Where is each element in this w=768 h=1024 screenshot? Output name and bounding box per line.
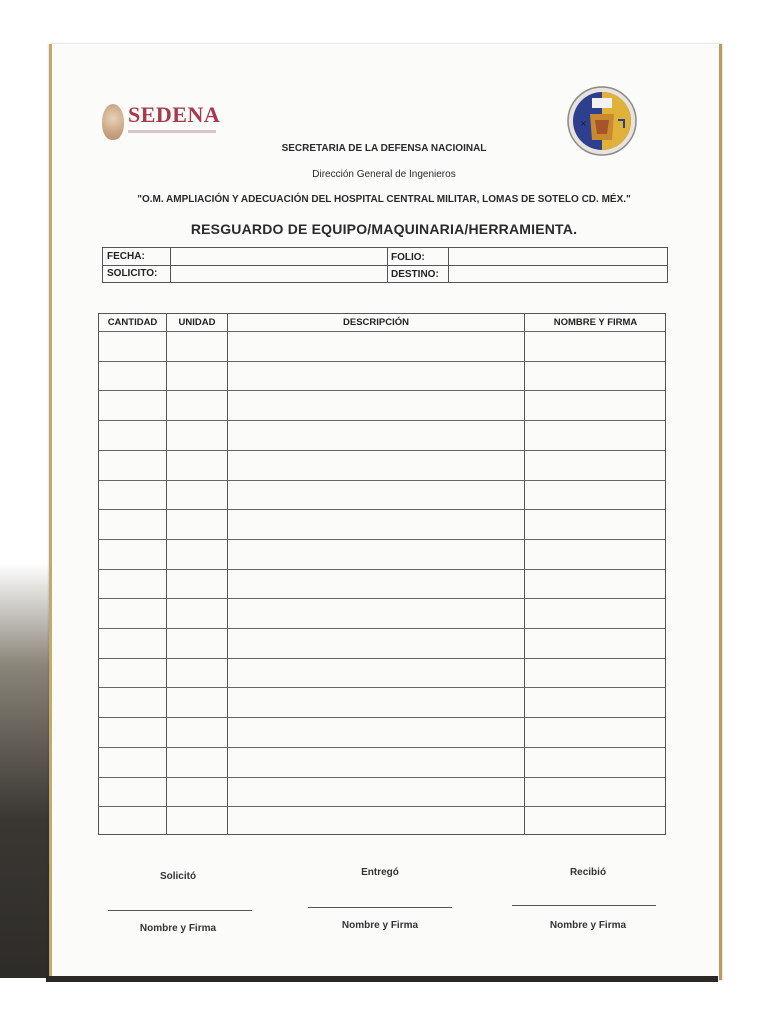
fecha-label: FECHA: <box>107 251 145 262</box>
solicito-signature-line <box>108 910 252 911</box>
table-row-line <box>99 390 665 391</box>
table-row-line <box>99 747 665 748</box>
table-row-line <box>99 361 665 362</box>
info-fields-box <box>102 247 668 283</box>
table-row-line <box>99 658 665 659</box>
table-row-line <box>99 509 665 510</box>
column-divider <box>227 314 228 834</box>
table-row-line <box>99 777 665 778</box>
entrego-signature-label: Entregó <box>361 867 399 878</box>
column-divider <box>524 314 525 834</box>
solicito-label: SOLICITO: <box>107 268 158 279</box>
recibio-signature-line <box>512 905 656 906</box>
column-header-unidad: UNIDAD <box>178 317 216 328</box>
document-title: RESGUARDO DE EQUIPO/MAQUINARIA/HERRAMIENTA. <box>190 221 578 237</box>
column-header-descripcion: DESCRIPCIÓN <box>343 317 409 328</box>
recibio-signature-caption: Nombre y Firma <box>549 920 627 931</box>
destino-label: DESTINO: <box>391 269 439 280</box>
table-row-line <box>99 717 665 718</box>
sedena-logo-subtitle-mark <box>128 130 216 133</box>
folio-label: FOLIO: <box>391 252 425 263</box>
info-row-divider <box>103 265 667 266</box>
directorate-name: Dirección General de Ingenieros <box>312 169 456 180</box>
table-row-line <box>99 569 665 570</box>
column-header-cantidad: CANTIDAD <box>107 317 158 328</box>
agency-name: SECRETARIA DE LA DEFENSA NACIOINAL <box>281 143 487 154</box>
table-row-line <box>99 539 665 540</box>
solicito-signature-label: Solicitó <box>159 871 197 882</box>
column-header-nombre-firma: NOMBRE Y FIRMA <box>553 317 638 328</box>
table-row-line <box>99 331 665 332</box>
svg-text:×: × <box>580 119 587 128</box>
solicito-signature-caption: Nombre y Firma <box>139 923 217 934</box>
table-row-line <box>99 628 665 629</box>
column-divider <box>166 314 167 834</box>
table-row-line <box>99 450 665 451</box>
entrego-signature-caption: Nombre y Firma <box>341 920 419 931</box>
table-row-line <box>99 687 665 688</box>
table-row-line <box>99 480 665 481</box>
sedena-logo: SEDENA <box>128 102 221 127</box>
entrego-signature-line <box>308 907 452 908</box>
info-divider <box>448 248 449 282</box>
table-row-line <box>99 420 665 421</box>
background-surface-bottom <box>0 978 768 1024</box>
table-row-line <box>99 598 665 599</box>
recibio-signature-label: Recibió <box>569 867 607 878</box>
sedena-seal-icon <box>102 104 124 140</box>
info-divider <box>170 248 171 282</box>
table-edge <box>46 976 718 982</box>
project-name: "O.M. AMPLIACIÓN Y ADECUACIÓN DEL HOSPITAL CENTRAL MILITAR, LOMAS DE SOTELO CD. MÉX." <box>137 194 631 205</box>
info-divider <box>387 248 388 282</box>
table-row-line <box>99 806 665 807</box>
items-table <box>98 313 666 835</box>
